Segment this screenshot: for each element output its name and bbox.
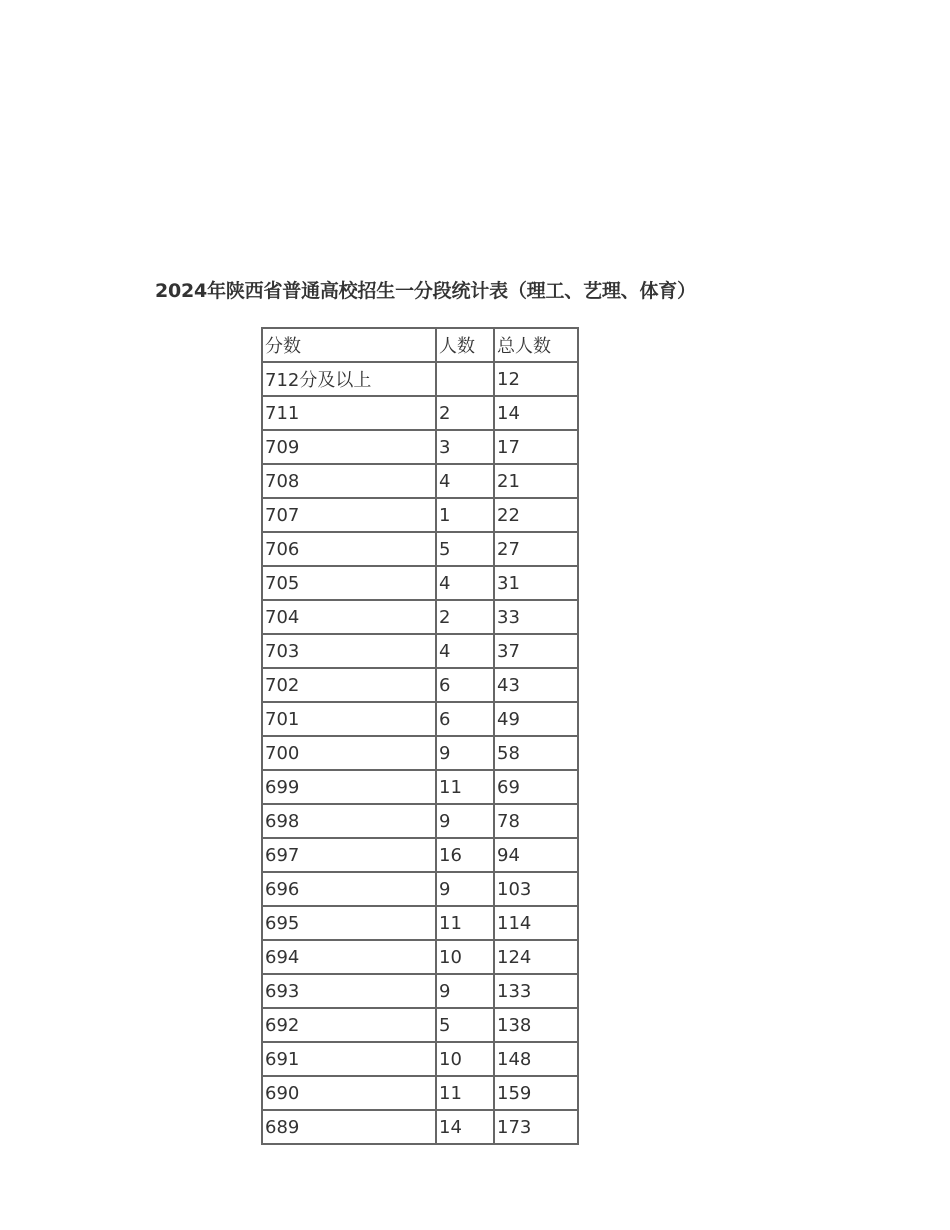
cell-score: 702 [263, 669, 437, 703]
cell-count [437, 363, 495, 397]
table-row [263, 1077, 579, 1111]
cell-score: 704 [263, 601, 437, 635]
cell-count: 9 [437, 873, 495, 907]
cell-score: 712分及以上 [263, 363, 437, 397]
table-row [263, 1111, 579, 1145]
header-score: 分数 [263, 329, 437, 363]
cell-score: 693 [263, 975, 437, 1009]
table-row [263, 567, 579, 601]
cell-count: 6 [437, 669, 495, 703]
table-row [263, 737, 579, 771]
table-row [263, 533, 579, 567]
cell-total: 69 [495, 771, 579, 805]
cell-score: 708 [263, 465, 437, 499]
cell-total: 14 [495, 397, 579, 431]
cell-count: 3 [437, 431, 495, 465]
cell-count: 2 [437, 397, 495, 431]
cell-count: 14 [437, 1111, 495, 1145]
cell-score: 690 [263, 1077, 437, 1111]
table-row [263, 601, 579, 635]
table-row [263, 397, 579, 431]
page-title: 2024年陕西省普通高校招生一分段统计表（理工、艺理、体育） [155, 280, 696, 302]
cell-count: 6 [437, 703, 495, 737]
cell-total: 43 [495, 669, 579, 703]
cell-total: 37 [495, 635, 579, 669]
cell-total: 124 [495, 941, 579, 975]
cell-count: 10 [437, 941, 495, 975]
cell-count: 9 [437, 737, 495, 771]
score-distribution-table-container [261, 327, 579, 1145]
cell-total: 58 [495, 737, 579, 771]
cell-score: 692 [263, 1009, 437, 1043]
header-count: 人数 [437, 329, 495, 363]
cell-score: 696 [263, 873, 437, 907]
cell-count: 11 [437, 771, 495, 805]
cell-total: 103 [495, 873, 579, 907]
table-row [263, 873, 579, 907]
cell-score: 697 [263, 839, 437, 873]
cell-total: 114 [495, 907, 579, 941]
cell-score: 711 [263, 397, 437, 431]
cell-score: 695 [263, 907, 437, 941]
cell-total: 173 [495, 1111, 579, 1145]
cell-count: 2 [437, 601, 495, 635]
cell-count: 9 [437, 975, 495, 1009]
table-row [263, 907, 579, 941]
table-header-row [263, 329, 579, 363]
table-row [263, 839, 579, 873]
table-row [263, 703, 579, 737]
cell-score: 705 [263, 567, 437, 601]
cell-count: 11 [437, 1077, 495, 1111]
cell-total: 33 [495, 601, 579, 635]
table-row [263, 771, 579, 805]
cell-total: 78 [495, 805, 579, 839]
score-distribution-table [261, 327, 579, 1145]
cell-score: 699 [263, 771, 437, 805]
table-row [263, 669, 579, 703]
cell-count: 5 [437, 533, 495, 567]
cell-count: 5 [437, 1009, 495, 1043]
cell-total: 133 [495, 975, 579, 1009]
cell-total: 21 [495, 465, 579, 499]
table-row [263, 1043, 579, 1077]
table-row [263, 805, 579, 839]
cell-count: 16 [437, 839, 495, 873]
cell-count: 9 [437, 805, 495, 839]
cell-score: 709 [263, 431, 437, 465]
cell-total: 12 [495, 363, 579, 397]
cell-count: 10 [437, 1043, 495, 1077]
cell-count: 1 [437, 499, 495, 533]
cell-count: 4 [437, 465, 495, 499]
table-row [263, 635, 579, 669]
cell-score: 700 [263, 737, 437, 771]
cell-score: 691 [263, 1043, 437, 1077]
cell-total: 148 [495, 1043, 579, 1077]
cell-count: 4 [437, 635, 495, 669]
cell-total: 138 [495, 1009, 579, 1043]
table-row [263, 431, 579, 465]
cell-total: 159 [495, 1077, 579, 1111]
cell-count: 11 [437, 907, 495, 941]
table-row [263, 975, 579, 1009]
table-row [263, 941, 579, 975]
cell-score: 701 [263, 703, 437, 737]
cell-score: 706 [263, 533, 437, 567]
table-row [263, 363, 579, 397]
cell-total: 22 [495, 499, 579, 533]
table-row [263, 499, 579, 533]
header-total: 总人数 [495, 329, 579, 363]
cell-score: 703 [263, 635, 437, 669]
cell-score: 694 [263, 941, 437, 975]
cell-score: 707 [263, 499, 437, 533]
cell-total: 27 [495, 533, 579, 567]
cell-total: 49 [495, 703, 579, 737]
cell-count: 4 [437, 567, 495, 601]
cell-score: 689 [263, 1111, 437, 1145]
cell-score: 698 [263, 805, 437, 839]
cell-total: 17 [495, 431, 579, 465]
cell-total: 31 [495, 567, 579, 601]
table-row [263, 465, 579, 499]
table-row [263, 1009, 579, 1043]
cell-total: 94 [495, 839, 579, 873]
